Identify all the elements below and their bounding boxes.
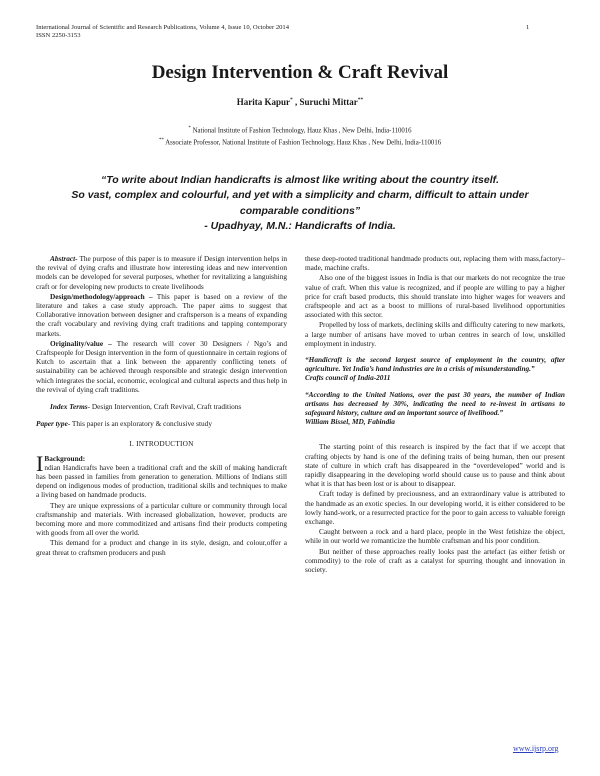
abstract-text: The purpose of this paper is to measure if Design intervention helps in the revival of dying crafts and illustrate how interesting ideas and new intervention models can be developed for several purposes, whether for revitalizing a languishing craft or for developing new products to create livelihoods <box>36 254 287 291</box>
quote-fabindia-source: William Bissel, MD, Fabindia <box>305 417 395 427</box>
epigraph-line-2: So vast, complex and colourful, and yet with a simplicity and charm, difficult to attain under <box>71 189 529 202</box>
originality-text: The research will cover 30 Designers / Ngo’s and Craftspeople for Design intervention in the form of questionnaire in certain regions of Kutch to ascertain that a link between the apparently conflicting tenets of sustainability can be achieved through responsible and strategic design intervention which integrates the social, economic, ecological and cultural aspects and thus help in the revival of dying craft traditions. <box>36 338 287 394</box>
quote-crafts-council <box>305 355 565 383</box>
quote-fabindia-text: “According to the United Nations, over the past 30 years, the number of Indian artisans has decreased by 30%, indicating the need to re-invest in artisans to safeguard history, culture and an important source of livelihood.” <box>305 389 565 418</box>
author-1: Harita Kapur <box>236 97 290 107</box>
affiliation-2-text: Associate Professor, National Institute of Fashion Technology, Hauz Khas , New Delhi, India-110016 <box>163 139 442 147</box>
quote-crafts-council-source: Crafts council of India-2011 <box>305 373 391 383</box>
section-number: I. <box>129 439 137 449</box>
author-2: Suruchi Mittar <box>299 97 358 107</box>
methodology <box>36 292 287 338</box>
paper-type-text: - This paper is an exploratory & conclusive study <box>67 419 212 429</box>
abstract <box>36 254 287 291</box>
epigraph-attribution: - Upadhyay, M.N.: Handicrafts of India. <box>204 220 396 233</box>
methodology-label: Design/methodology/approach – <box>50 291 153 301</box>
page-number: 1 <box>526 24 530 31</box>
epigraph-line-1: “To write about Indian handicrafts is almost like writing about the country itself. <box>100 174 500 186</box>
intro-paragraph-3: This demand for a product and change in its style, design, and colour,offer a great threat to craftsmen producers and push <box>36 538 287 557</box>
author-separator: , <box>292 97 300 107</box>
paper-type-label: Paper type <box>36 419 68 429</box>
paper-type <box>36 419 287 428</box>
right-paragraph-4: The starting point of this research is inspired by the fact that if we accept that crafting objects by hand is one of the defining traits of being human, then our present state of culture in which craft has disappeared in the “overdeveloped” world and is rapidly disappearing in the developing world should cause us to pause and think about what it is that has been lost or is about to disappear. <box>305 442 565 489</box>
journal-url-link[interactable]: www.ijsrp.org <box>513 744 559 753</box>
right-column <box>305 254 565 575</box>
background-label: Background: <box>44 453 86 463</box>
left-column <box>36 254 287 558</box>
drop-cap: I <box>36 450 44 476</box>
abstract-label: Abstract- <box>50 254 78 263</box>
quote-fabindia <box>305 390 565 427</box>
right-paragraph-3: Propelled by loss of markets, declining skills and difficulty catering to new markets, a large number of artisans have moved to urban centres in search of low, unskilled employment in industry. <box>305 320 565 348</box>
right-paragraph-6: Caught between a rock and a hard place, people in the West fetishize the object, while in our world we romanticize the humble craftsman and his poor condition. <box>305 527 565 546</box>
authors <box>0 97 600 107</box>
originality-label: Originality/value – <box>50 338 112 348</box>
affiliation-1-text: National Institute of Fashion Technology, Hauz Khas , New Delhi, India-110016 <box>190 127 412 135</box>
affiliation-2 <box>0 136 600 148</box>
intro-paragraph-2: They are unique expressions of a particular culture or community through local craftsmanship and materials. With increased globalization, however, products are becoming more and more commoditized and artisans find their products competing with goods from all over the world. <box>36 500 287 538</box>
index-terms <box>36 402 287 411</box>
background-paragraph <box>36 450 287 500</box>
right-paragraph-2: Also one of the biggest issues in India is that our markets do not recognize the true value of craft. When this value is recognized, and if people are willing to pay a higher price for craft based products, this should translate into higher wages for weavers and craftspeople and act as a boost to millions of rural-based livelihood opportunities associated with this sector. <box>305 273 565 320</box>
paper-title: Design Intervention & Craft Revival <box>151 62 449 83</box>
background-text: ndian Handicrafts have been a traditional craft and the skill of making handicraft has been passed in families from generation to generation. Millions of Indians still depend on indigenous modes of production, traditional skills and techniques to make a living based on handmade products. <box>36 462 287 500</box>
affiliation-1 <box>0 124 600 136</box>
journal-name: International Journal of Scientific and Research Publications, Volume 4, Issue 10, October 2014 <box>36 24 290 31</box>
methodology-text: This paper is based on a review of the literature and takes a case study approach. The paper aims to suggest that Collaborative innovation between designer and craftsperson is a means of expanding the craft vocabulary and reviving dying craft traditions and tapping contemporary markets. <box>36 291 287 338</box>
issn: ISSN 2250-3153 <box>36 32 81 39</box>
right-paragraph-1: these deep-rooted traditional handmade products out, replacing them with mass,factory–made, machine crafts. <box>305 254 565 273</box>
epigraph-line-3: comparable conditions” <box>239 204 361 217</box>
section-heading <box>36 439 287 448</box>
right-paragraph-7: But neither of these approaches really looks past the artefact (as either fetish or commodity) to the role of craft as a catalyst for spurring thought and innovation in society. <box>305 546 565 575</box>
originality <box>36 339 287 394</box>
journal-header <box>36 24 289 40</box>
index-terms-text: - Design Intervention, Craft Revival, Craft traditions <box>87 402 242 412</box>
affiliation-2-mark: ** <box>158 137 164 143</box>
author-1-mark: * <box>290 97 293 103</box>
epigraph <box>30 173 570 235</box>
affiliations <box>0 124 600 148</box>
affiliation-1-mark: * <box>188 126 191 131</box>
author-2-mark: ** <box>357 97 364 103</box>
right-paragraph-5: Craft today is defined by preciousness, and an extraordinary value is attributed to the handmade as an exotic species. In our developing world, it is either considered to be lowly hand-work, or a resurrected practice for the poor to gain access to valuable foreign exchange. <box>305 489 565 527</box>
section-title: INTRODUCTION <box>136 439 194 449</box>
index-terms-label: Index Terms <box>50 402 88 412</box>
quote-crafts-council-text: “Handicraft is the second largest source of employment in the country, after agriculture. Yet India’s hand industries are in a crisis of misunderstanding.” <box>305 355 565 374</box>
